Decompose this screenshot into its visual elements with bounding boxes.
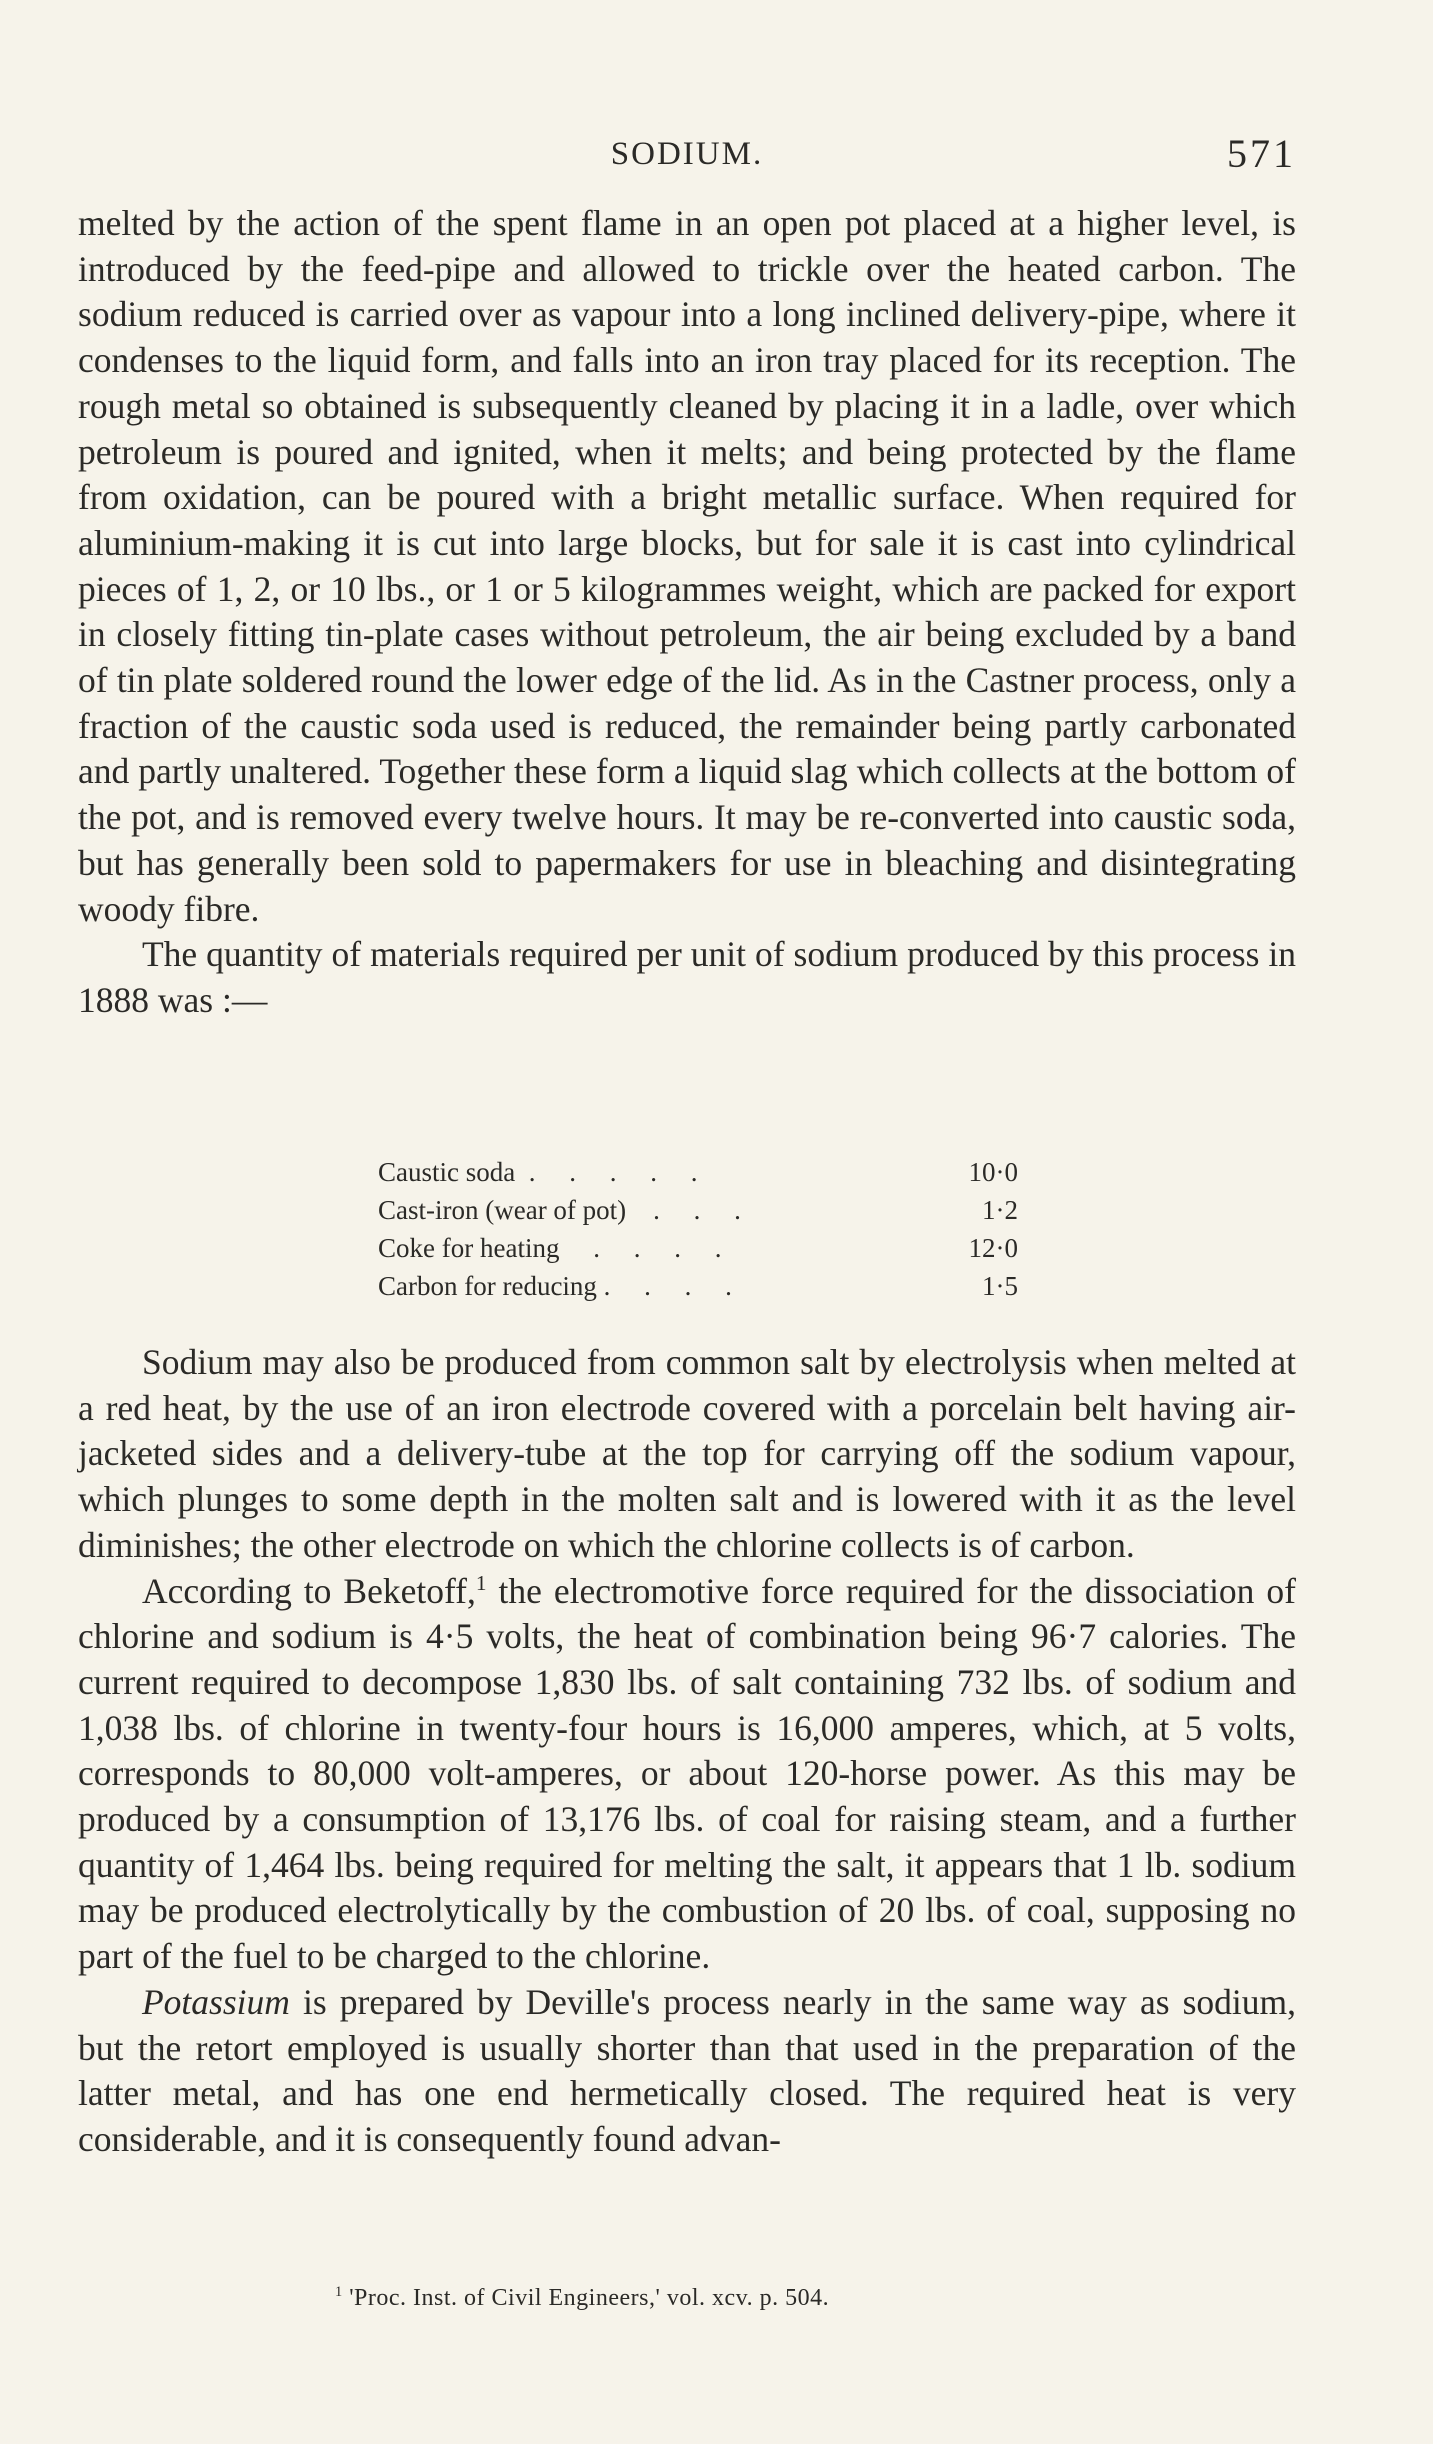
paragraph-beketoff <box>78 1569 1296 1980</box>
text-block-top <box>78 201 1296 1024</box>
paragraph-quantity-intro: The quantity of materials required per unit of sodium produced by this process in 1888 was :— <box>78 934 1296 1020</box>
table-row-label: Cast-iron (wear of pot) . . . <box>378 1195 741 1225</box>
footnote <box>335 2285 829 2312</box>
paragraph-potassium <box>78 1980 1296 2163</box>
paragraph-beketoff-rest: the electromotive force required for the dissociation of chlorine and sodium is 4·5 volts, the heat of combination being 96·7 calories. The current required to decompose 1,830 lbs. of salt containing 732 lbs. of sodium and 1,038 lbs. of chlorine in twenty-four hours is 16,000 amperes, which, at 5 volts, corresponds to 80,000 volt-amperes, or about 120-horse power. As this may be produced by a consumption of 13,176 lbs. of coal for raising steam, and a further quantity of 1,464 lbs. being required for melting the salt, it appears that 1 lb. sodium may be produced electrolytically by the combustion of 20 lbs. of coal, supposing no part of the fuel to be charged to the chlorine. <box>78 1570 1296 1977</box>
table-row-value: 1·2 <box>982 1195 1018 1225</box>
table-row-value: 1·5 <box>982 1271 1018 1301</box>
table-row-label: Caustic soda . . . . . <box>378 1157 698 1187</box>
table-row <box>378 1229 1018 1267</box>
footnote-reference: 1 <box>475 1570 487 1595</box>
footnote-text: 'Proc. Inst. of Civil Engineers,' vol. xcv. p. 504. <box>342 2285 830 2311</box>
page-number: 571 <box>1227 131 1296 176</box>
table-row-label: Carbon for reducing . . . . <box>378 1271 732 1301</box>
paragraph-beketoff-start: According to Beketoff, <box>142 1570 476 1611</box>
potassium-term: Potassium <box>142 1981 290 2022</box>
footnote-marker: 1 <box>335 2284 343 2300</box>
running-title: SODIUM. <box>610 136 764 172</box>
paragraph-electrolysis: Sodium may also be produced from common salt by electrolysis when melted at a red heat, by the use of an iron electrode covered with a porcelain belt having air-jacketed sides and a delivery-tube at the top for carrying off the sodium vapour, which plunges to some depth in the molten salt and is lowered with it as the level diminishes; the other electrode on which the chlorine collects is of carbon. <box>78 1342 1296 1565</box>
table-row <box>378 1267 1018 1305</box>
paragraph-potassium-rest: is prepared by Deville's process nearly in the same way as sodium, but the retort employed is usually shorter than that used in the preparation of the latter metal, and has one end hermetically closed. The required heat is very considerable, and it is consequently found advan- <box>78 1981 1296 2159</box>
paragraph-continued: melted by the action of the spent flame in an open pot placed at a higher level, is introduced by the feed-pipe and allowed to trickle over the heated carbon. The sodium reduced is carried over as vapour into a long inclined delivery-pipe, where it condenses to the liquid form, and falls into an iron tray placed for its reception. The rough metal so obtained is subsequently cleaned by placing it in a ladle, over which petroleum is poured and ignited, when it melts; and being protected by the flame from oxidation, can be poured with a bright metallic surface. When required for aluminium-making it is cut into large blocks, but for sale it is cast into cylindrical pieces of 1, 2, or 10 lbs., or 1 or 5 kilogrammes weight, which are packed for export in closely fitting tin-plate cases without petroleum, the air being excluded by a band of tin plate soldered round the lower edge of the lid. As in the Castner process, only a fraction of the caustic soda used is reduced, the remainder being partly carbonated and partly unaltered. Together these form a liquid slag which collects at the bottom of the pot, and is removed every twelve hours. It may be re-converted into caustic soda, but has generally been sold to papermakers for use in bleaching and disintegrating woody fibre. <box>78 203 1296 929</box>
table-row-value: 10·0 <box>968 1157 1018 1187</box>
table-row <box>378 1153 1018 1191</box>
table-row-value: 12·0 <box>968 1233 1018 1263</box>
running-head <box>78 130 1296 180</box>
table-row <box>378 1191 1018 1229</box>
text-block-bottom <box>78 1340 1296 2163</box>
materials-table <box>378 1153 1018 1305</box>
table-row-label: Coke for heating . . . . <box>378 1233 722 1263</box>
